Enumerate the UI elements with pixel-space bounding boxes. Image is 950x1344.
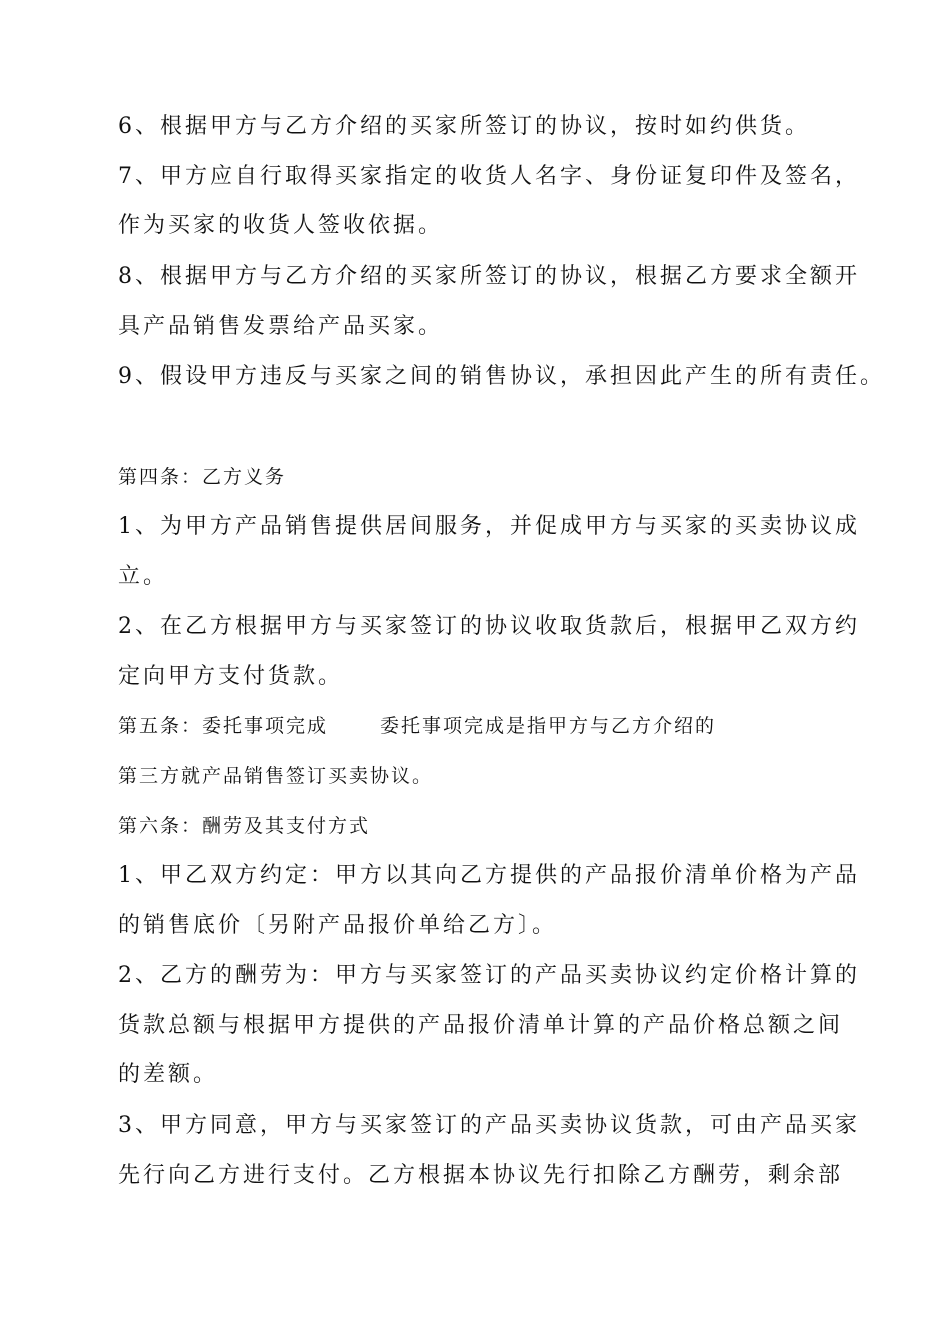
clause-line: 2、乙方的酬劳为：甲方与买家签订的产品买卖协议约定价格计算的 [118,963,860,988]
clause-line: 的差额。 [118,1062,219,1087]
clause-line: 3、甲方同意，甲方与买家签订的产品买卖协议货款，可由产品买家 [118,1113,860,1138]
clause-text: 委托事项完成是指甲方与乙方介绍的 [380,715,717,737]
section-heading: 第六条：酬劳及其支付方式 [118,815,371,837]
clause-line: 作为买家的收货人签收依据。 [118,213,444,238]
clause-line: 货款总额与根据甲方提供的产品报价清单计算的产品价格总额之间 [118,1013,844,1038]
clause-line: 1、为甲方产品销售提供居间服务，并促成甲方与买家的买卖协议成 [118,514,860,539]
section-heading: 第五条：委托事项完成 [118,715,329,737]
section-heading: 第四条：乙方义务 [118,466,287,488]
clause-line: 具产品销售发票给产品买家。 [118,314,444,339]
clause-line: 8、根据甲方与乙方介绍的买家所签订的协议，根据乙方要求全额开 [118,264,860,289]
clause-line: 1、甲乙双方约定：甲方以其向乙方提供的产品报价清单价格为产品 [118,863,860,888]
clause-line: 2、在乙方根据甲方与买家签订的协议收取货款后，根据甲乙双方约 [118,614,860,639]
clause-line: 先行向乙方进行支付。乙方根据本协议先行扣除乙方酬劳，剩余部 [118,1163,844,1188]
section-heading-line [118,711,716,741]
clause-line: 第三方就产品销售签订买卖协议。 [118,765,434,787]
clause-line: 6、根据甲方与乙方介绍的买家所签订的协议，按时如约供货。 [118,114,810,139]
clause-line: 9、假设甲方违反与买家之间的销售协议，承担因此产生的所有责任。 [118,364,885,389]
clause-line: 7、甲方应自行取得买家指定的收货人名字、身份证复印件及签名， [118,164,860,189]
clause-line: 定向甲方支付货款。 [118,664,344,689]
clause-line: 的销售底价〔另附产品报价单给乙方〕。 [118,913,558,938]
clause-line: 立。 [118,564,169,589]
